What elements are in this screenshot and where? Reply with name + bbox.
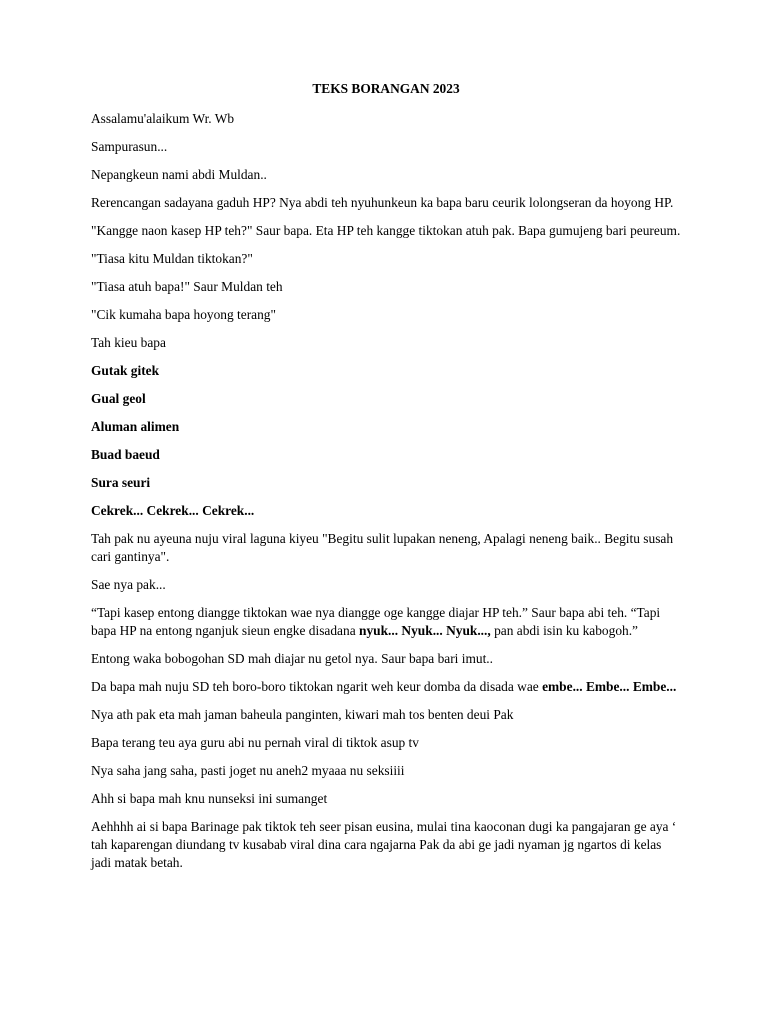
paragraph-father-childhood-bold: embe... Embe... Embe... xyxy=(542,679,677,694)
paragraph-study-advice-part-1: “Tapi kasep entong diangge tiktokan wae nya diangge oge kangge diajar HP teh.” Saur bapa abi teh. “Tapi bapa HP na entong nganjuk sieun engke disadana xyxy=(91,605,661,638)
paragraph-enthusiastic: Ahh si bapa mah knu nunseksi ini sumanget xyxy=(91,791,328,806)
paragraph-times-changed: Nya ath pak eta mah jaman baheula panginten, kiwari mah tos benten deui Pak xyxy=(91,707,514,722)
paragraph-muldan-answer: "Tiasa atuh bapa!" Saur Muldan teh xyxy=(91,279,283,294)
paragraph-viral-song: Tah pak nu ayeuna nuju viral laguna kiyeu "Begitu sulit lupakan neneng, Apalagi neneng baik.. Begitu susah cari gantinya". xyxy=(91,531,674,564)
paragraph-study-advice xyxy=(91,604,681,640)
paragraph-sae: Sae nya pak... xyxy=(91,577,166,592)
document-title: TEKS BORANGAN 2023 xyxy=(312,81,460,96)
paragraph-who-teacher: Nya saha jang saha, pasti joget nu aneh2 myaaa nu seksiiii xyxy=(91,763,405,778)
document-page xyxy=(91,80,681,882)
paragraph-closing: Aehhhh ai si bapa Barinage pak tiktok teh seer pisan eusina, mulai tina kaoconan dugi ka pangajaran ge aya ‘ tah kaparengan diundang tv kusabab viral dina cara ngajarna Pak da abi ge jadi nyaman jg ngartos di kelas jadi matak betah. xyxy=(91,819,677,870)
paragraph-cekrek: Cekrek... Cekrek... Cekrek... xyxy=(91,503,255,518)
paragraph-this-way: Tah kieu bapa xyxy=(91,335,166,350)
paragraph-move-3: Aluman alimen xyxy=(91,419,180,434)
paragraph-father-question: "Kangge naon kasep HP teh?" Saur bapa. Eta HP teh kangge tiktokan atuh pak. Bapa gumujeng bari peureum. xyxy=(91,223,681,238)
paragraph-sampurasun: Sampurasun... xyxy=(91,139,168,154)
paragraph-study-advice-part-2: pan abdi isin ku kabogoh.” xyxy=(490,623,639,638)
paragraph-move-2: Gual geol xyxy=(91,391,146,406)
paragraph-hp-request: Rerencangan sadayana gaduh HP? Nya abdi teh nyuhunkeun ka bapa baru ceurik lolongseran da hoyong HP. xyxy=(91,195,674,210)
paragraph-greeting: Assalamu'alaikum Wr. Wb xyxy=(91,111,235,126)
paragraph-no-dating: Entong waka bobogohan SD mah diajar nu getol nya. Saur bapa bari imut.. xyxy=(91,651,494,666)
paragraph-introduction: Nepangkeun nami abdi Muldan.. xyxy=(91,167,267,182)
paragraph-father-childhood-part-1: Da bapa mah nuju SD teh boro-boro tiktokan ngarit weh keur domba da disada wae xyxy=(91,679,543,694)
paragraph-viral-teacher: Bapa terang teu aya guru abi nu pernah viral di tiktok asup tv xyxy=(91,735,419,750)
paragraph-move-5: Sura seuri xyxy=(91,475,151,490)
paragraph-study-advice-bold: nyuk... Nyuk... Nyuk..., xyxy=(359,623,491,638)
paragraph-move-4: Buad baeud xyxy=(91,447,160,462)
paragraph-father-childhood xyxy=(91,678,681,696)
paragraph-show-me: "Cik kumaha bapa hoyong terang" xyxy=(91,307,276,322)
paragraph-tiktok-question: "Tiasa kitu Muldan tiktokan?" xyxy=(91,251,253,266)
paragraph-move-1: Gutak gitek xyxy=(91,363,160,378)
